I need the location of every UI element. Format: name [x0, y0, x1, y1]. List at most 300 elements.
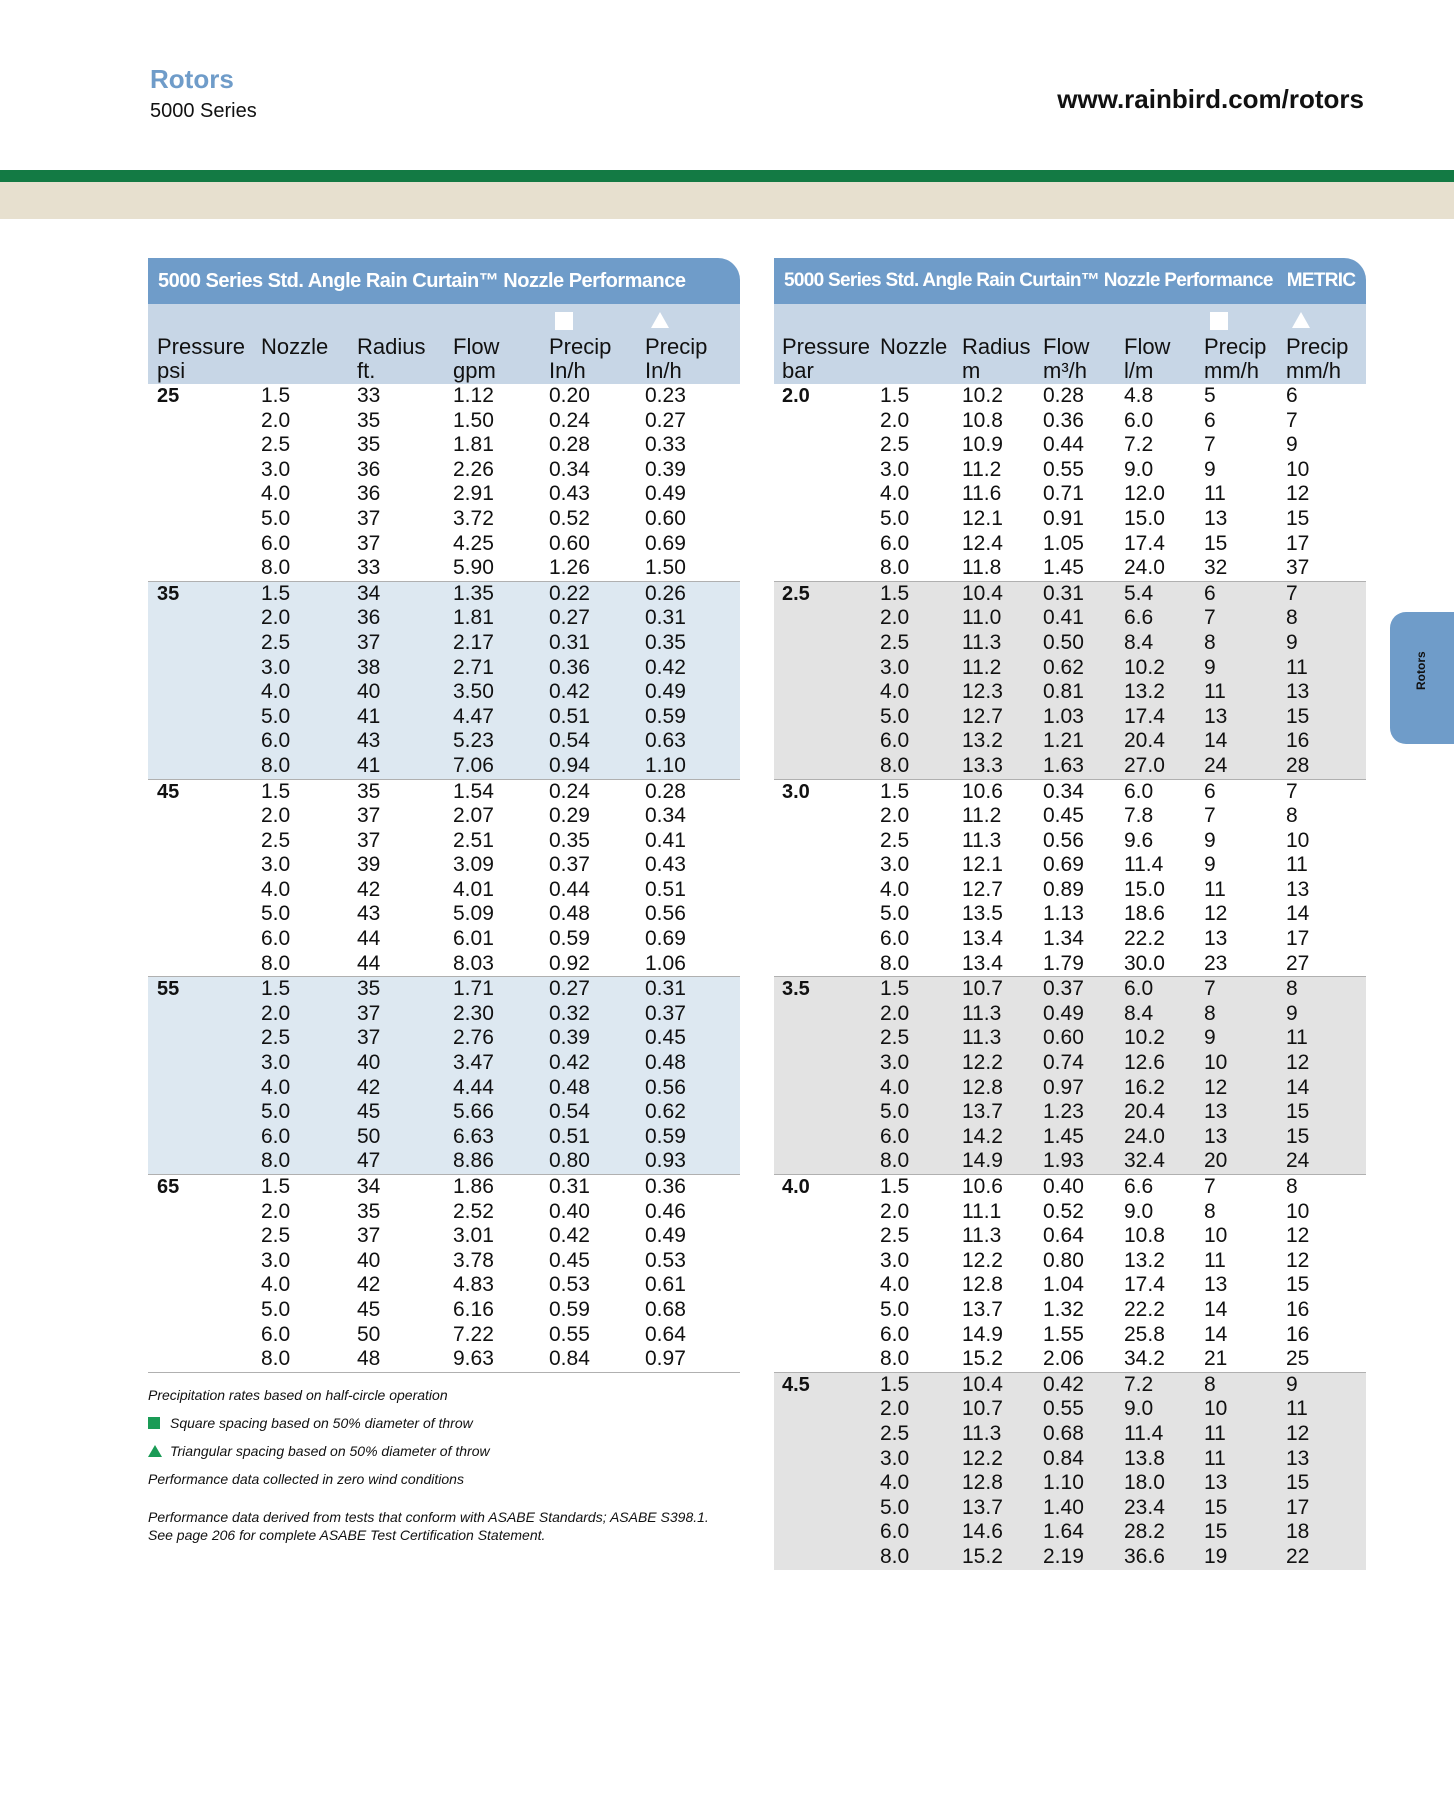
table-cell: 5.0 [880, 1100, 910, 1124]
table-cell: 0.53 [549, 1273, 590, 1297]
table-row [148, 680, 740, 705]
table-cell: 2.5 [261, 1026, 291, 1050]
table-cell: 6.01 [453, 927, 494, 951]
table-row [148, 1323, 740, 1348]
column-header-unit: psi [157, 358, 186, 383]
table-cell: 22 [1286, 1544, 1310, 1568]
table-cell: 40 [357, 1051, 381, 1075]
table-cell: 7.2 [1124, 433, 1154, 457]
us-table-body [148, 384, 740, 1373]
page-subtitle: 5000 Series [150, 100, 257, 122]
table-row [148, 556, 740, 581]
table-row [148, 582, 740, 607]
table-cell: 0.29 [549, 804, 590, 828]
table-cell: 4.83 [453, 1273, 494, 1297]
table-row [148, 829, 740, 854]
table-cell: 0.84 [1043, 1446, 1084, 1470]
table-row [148, 656, 740, 681]
table-cell: 0.36 [645, 1175, 686, 1198]
table-cell: 37 [357, 828, 381, 852]
table-cell: 11.3 [962, 1224, 1002, 1248]
triangle-icon [1292, 312, 1310, 328]
table-cell: 0.43 [549, 482, 590, 506]
table-cell: 2.5 [261, 433, 291, 457]
table-cell: 3.47 [453, 1051, 494, 1075]
table-cell: 2.76 [453, 1026, 494, 1050]
table-cell: 15 [1286, 1100, 1310, 1124]
table-cell: 1.86 [453, 1175, 494, 1198]
table-cell: 0.20 [549, 384, 590, 407]
table-row [774, 952, 1366, 977]
table-cell: 16 [1286, 729, 1310, 753]
table-cell: 17 [1286, 1495, 1310, 1519]
table-cell: 0.32 [549, 1001, 590, 1025]
table-row [774, 1397, 1366, 1422]
table-cell: 9.0 [1124, 457, 1154, 481]
table-cell: 6.0 [1124, 408, 1154, 432]
table-cell: 8.0 [261, 1149, 291, 1173]
table-cell: 42 [357, 1075, 381, 1099]
table-row [774, 458, 1366, 483]
table-row [774, 780, 1366, 805]
table-cell: 6.0 [1124, 779, 1154, 803]
table-cell: 35 [357, 408, 381, 432]
table-cell: 12.8 [962, 1471, 1003, 1495]
table-cell: 13.5 [962, 902, 1003, 926]
table-cell: 14.6 [962, 1520, 1003, 1544]
table-cell: 0.49 [1043, 1001, 1084, 1025]
table-cell: 12.6 [1124, 1051, 1165, 1075]
table-cell: 0.35 [549, 828, 590, 852]
table-cell: 2.17 [453, 630, 494, 654]
table-cell: 0.91 [1043, 506, 1084, 530]
table-cell: 24 [1286, 1149, 1310, 1173]
table-cell: 6.0 [261, 1124, 291, 1148]
table-cell: 0.49 [645, 1224, 686, 1248]
table-row [774, 1200, 1366, 1225]
table-row [774, 1100, 1366, 1125]
table-cell: 13.8 [1124, 1446, 1165, 1470]
table-cell: 10.7 [962, 977, 1003, 1001]
table-cell: 8 [1286, 1175, 1298, 1198]
table-cell: 6.0 [880, 1124, 910, 1148]
table-row [148, 1002, 740, 1027]
table-cell: 2.0 [880, 408, 910, 432]
table-row [774, 532, 1366, 557]
table-row [774, 1422, 1366, 1447]
table-cell: 1.5 [880, 779, 910, 803]
table-cell: 0.34 [549, 457, 590, 481]
table-row [774, 1520, 1366, 1545]
table-row [774, 1125, 1366, 1150]
table-cell: 19 [1204, 1544, 1228, 1568]
table-cell: 5.4 [1124, 581, 1154, 605]
table-cell: 50 [357, 1124, 381, 1148]
table-cell: 37 [357, 531, 381, 555]
table-cell: 39 [357, 853, 381, 877]
pressure-group [774, 1174, 1366, 1372]
table-cell: 17.4 [1124, 531, 1165, 555]
triangle-icon [148, 1445, 162, 1457]
table-cell: 8.0 [880, 556, 910, 580]
table-cell: 1.34 [1043, 927, 1084, 951]
table-cell: 15 [1286, 704, 1310, 728]
table-cell: 8.0 [261, 556, 291, 580]
table-cell: 1.5 [880, 384, 910, 407]
table-cell: 8 [1204, 1001, 1216, 1025]
pressure-value: 25 [157, 385, 180, 407]
column-header-unit: ft. [357, 358, 376, 383]
table-cell: 43 [357, 902, 381, 926]
table-cell: 15 [1204, 1495, 1228, 1519]
square-icon [148, 1417, 160, 1429]
table-cell: 0.68 [645, 1297, 686, 1321]
table-cell: 0.23 [645, 384, 686, 407]
table-cell: 8.0 [880, 753, 910, 777]
table-row [774, 631, 1366, 656]
table-cell: 7 [1204, 1175, 1216, 1198]
table-row [774, 409, 1366, 434]
table-cell: 11 [1204, 1446, 1226, 1470]
table-cell: 11 [1204, 1421, 1226, 1445]
table-cell: 5.0 [880, 506, 910, 530]
table-cell: 1.81 [453, 606, 494, 630]
table-cell: 10.7 [962, 1397, 1003, 1421]
table-cell: 5.90 [453, 556, 494, 580]
column-header-label: Precip [645, 334, 708, 359]
pressure-value: 4.0 [782, 1176, 810, 1198]
table-cell: 25.8 [1124, 1322, 1165, 1346]
table-cell: 2.5 [880, 630, 910, 654]
table-cell: 9 [1286, 1001, 1298, 1025]
table-cell: 11.2 [962, 804, 1002, 828]
note-zero-wind: Performance data collected in zero wind conditions [148, 1471, 464, 1487]
table-cell: 10 [1204, 1051, 1228, 1075]
table-cell: 0.52 [1043, 1199, 1084, 1223]
table-cell: 12 [1286, 1051, 1310, 1075]
table-cell: 9 [1286, 433, 1298, 457]
table-row [148, 927, 740, 952]
table-cell: 41 [357, 704, 381, 728]
square-icon [1210, 312, 1228, 330]
table-cell: 4.0 [261, 482, 291, 506]
header-beige-bar [0, 182, 1454, 219]
section-tab-rotors[interactable] [1390, 612, 1454, 744]
table-cell: 6.0 [261, 729, 291, 753]
table-cell: 1.5 [261, 384, 291, 407]
header-green-bar [0, 170, 1454, 182]
note-asabe: Performance data derived from tests that conform with ASABE Standards; ASABE S398.1. [148, 1509, 709, 1525]
table-row [774, 1347, 1366, 1372]
table-cell: 12.8 [962, 1273, 1003, 1297]
column-header-label: Precip [1286, 334, 1349, 359]
table-cell: 0.28 [1043, 384, 1084, 407]
table-row [774, 1224, 1366, 1249]
section-tab-label: Rotors [1414, 651, 1428, 690]
column-header-label: Pressure [782, 334, 871, 359]
table-cell: 0.31 [645, 606, 686, 630]
table-cell: 0.62 [645, 1100, 686, 1124]
table-cell: 0.49 [645, 680, 686, 704]
table-cell: 0.63 [645, 729, 686, 753]
table-cell: 4.0 [880, 1075, 910, 1099]
table-row [148, 729, 740, 754]
table-cell: 8.0 [261, 753, 291, 777]
table-cell: 1.63 [1043, 753, 1084, 777]
table-cell: 8 [1204, 1372, 1216, 1396]
table-cell: 0.48 [549, 902, 590, 926]
table-row [148, 705, 740, 730]
table-cell: 0.97 [1043, 1075, 1084, 1099]
column-header-label: Nozzle [261, 334, 329, 359]
table-cell: 28.2 [1124, 1520, 1165, 1544]
table-cell: 35 [357, 433, 381, 457]
table-cell: 0.68 [1043, 1421, 1084, 1445]
table-cell: 18.0 [1124, 1471, 1165, 1495]
table-cell: 0.45 [645, 1026, 686, 1050]
table-cell: 2.5 [261, 630, 291, 654]
table-cell: 4.0 [880, 482, 910, 506]
table-cell: 15 [1204, 1520, 1228, 1544]
table-cell: 0.92 [549, 951, 590, 975]
table-cell: 6.0 [261, 927, 291, 951]
table-cell: 34.2 [1124, 1347, 1165, 1371]
table-cell: 11.3 [962, 630, 1002, 654]
table-cell: 14.9 [962, 1322, 1003, 1346]
table-row [774, 754, 1366, 779]
table-cell: 0.27 [549, 977, 590, 1001]
table-row [774, 680, 1366, 705]
metric-table-body [774, 384, 1366, 1570]
table-cell: 4.8 [1124, 384, 1154, 407]
pressure-value: 35 [157, 582, 180, 605]
table-cell: 1.64 [1043, 1520, 1084, 1544]
table-cell: 5.0 [261, 1100, 291, 1124]
table-cell: 4.0 [261, 1273, 291, 1297]
table-cell: 9 [1286, 630, 1298, 654]
table-cell: 17 [1286, 531, 1310, 555]
table-cell: 0.56 [645, 902, 686, 926]
table-cell: 0.34 [1043, 779, 1084, 803]
table-cell: 0.22 [549, 581, 590, 605]
table-cell: 0.44 [1043, 433, 1084, 457]
table-row [148, 1175, 740, 1200]
column-header-label: Radius [962, 334, 1031, 359]
table-cell: 10 [1286, 828, 1310, 852]
table-cell: 1.50 [453, 408, 494, 432]
table-cell: 0.61 [645, 1273, 686, 1297]
table-cell: 0.51 [645, 877, 686, 901]
table-cell: 13 [1204, 927, 1228, 951]
table-cell: 1.03 [1043, 704, 1084, 728]
table-cell: 0.37 [1043, 977, 1084, 1001]
table-cell: 10 [1204, 1224, 1228, 1248]
table-cell: 6.0 [880, 1322, 910, 1346]
us-table-title [148, 258, 740, 304]
column-header-label: Flow [453, 334, 500, 359]
table-cell: 17 [1286, 927, 1310, 951]
table-cell: 0.39 [549, 1026, 590, 1050]
table-cell: 6.0 [880, 531, 910, 555]
table-cell: 2.91 [453, 482, 494, 506]
table-cell: 0.71 [1043, 482, 1084, 506]
table-cell: 8.86 [453, 1149, 494, 1173]
table-cell: 5.0 [880, 1297, 910, 1321]
table-cell: 28 [1286, 753, 1310, 777]
column-header-unit: l/m [1124, 358, 1154, 383]
us-table-header [148, 304, 740, 384]
table-cell: 0.42 [1043, 1372, 1084, 1396]
table-cell: 13.2 [1124, 1248, 1165, 1272]
table-cell: 4.0 [880, 1273, 910, 1297]
table-cell: 1.06 [645, 951, 686, 975]
metric-table-title [774, 258, 1366, 304]
column-header-unit: m³/h [1043, 358, 1087, 383]
table-cell: 22.2 [1124, 1297, 1165, 1321]
table-cell: 30.0 [1124, 951, 1165, 975]
table-cell: 3.09 [453, 853, 494, 877]
table-cell: 44 [357, 951, 381, 975]
table-cell: 50 [357, 1322, 381, 1346]
column-header-label: Pressure [157, 334, 246, 359]
table-row [774, 482, 1366, 507]
table-cell: 12 [1204, 1075, 1228, 1099]
table-row [774, 1373, 1366, 1398]
column-header-unit: m [962, 358, 981, 383]
table-cell: 24.0 [1124, 556, 1165, 580]
table-row [148, 606, 740, 631]
table-cell: 35 [357, 977, 381, 1001]
table-cell: 12.3 [962, 680, 1003, 704]
table-cell: 0.55 [549, 1322, 590, 1346]
table-cell: 12 [1286, 1421, 1310, 1445]
table-cell: 6.0 [880, 927, 910, 951]
table-row [774, 1496, 1366, 1521]
table-cell: 2.5 [880, 1224, 910, 1248]
table-cell: 44 [357, 927, 381, 951]
table-cell: 1.5 [261, 779, 291, 803]
table-row [774, 705, 1366, 730]
table-cell: 2.30 [453, 1001, 494, 1025]
table-cell: 8.0 [880, 1544, 910, 1568]
table-cell: 0.84 [549, 1347, 590, 1371]
table-cell: 33 [357, 556, 381, 580]
table-row [148, 458, 740, 483]
pressure-group [774, 581, 1366, 779]
table-cell: 7.2 [1124, 1372, 1154, 1396]
table-cell: 47 [357, 1149, 381, 1173]
table-cell: 36 [357, 606, 381, 630]
table-cell: 0.80 [549, 1149, 590, 1173]
table-cell: 12.4 [962, 531, 1003, 555]
table-cell: 15 [1286, 1273, 1310, 1297]
table-row [774, 1273, 1366, 1298]
table-cell: 0.69 [1043, 853, 1084, 877]
table-row [148, 532, 740, 557]
table-cell: 11.2 [962, 655, 1002, 679]
table-cell: 1.13 [1043, 902, 1084, 926]
table-cell: 2.0 [880, 1397, 910, 1421]
table-cell: 9.63 [453, 1347, 494, 1371]
table-cell: 5.0 [880, 704, 910, 728]
table-cell: 1.81 [453, 433, 494, 457]
table-cell: 9 [1204, 828, 1216, 852]
table-cell: 45 [357, 1297, 381, 1321]
table-cell: 12.0 [1124, 482, 1165, 506]
table-cell: 13.4 [962, 927, 1003, 951]
table-cell: 8.0 [880, 1149, 910, 1173]
square-icon [555, 312, 573, 330]
column-header-unit: In/h [645, 358, 682, 383]
table-cell: 0.31 [645, 977, 686, 1001]
table-row [148, 1298, 740, 1323]
us-performance-table [148, 258, 740, 1373]
table-row [148, 952, 740, 977]
table-cell: 7 [1204, 606, 1216, 630]
table-cell: 0.59 [645, 704, 686, 728]
table-cell: 6.16 [453, 1297, 494, 1321]
table-cell: 7.22 [453, 1322, 494, 1346]
table-cell: 6.6 [1124, 606, 1154, 630]
table-cell: 12.7 [962, 704, 1003, 728]
table-cell: 32 [1204, 556, 1228, 580]
table-cell: 11 [1286, 1397, 1308, 1421]
table-cell: 0.42 [645, 655, 686, 679]
legend-square-text: Square spacing based on 50% diameter of throw [170, 1415, 473, 1431]
table-row [774, 1471, 1366, 1496]
table-cell: 5.09 [453, 902, 494, 926]
table-cell: 4.0 [880, 1471, 910, 1495]
table-cell: 8 [1286, 804, 1298, 828]
table-cell: 11 [1286, 655, 1308, 679]
table-cell: 4.01 [453, 877, 494, 901]
table-cell: 13.4 [962, 951, 1003, 975]
table-cell: 2.5 [261, 1224, 291, 1248]
table-cell: 11.4 [1124, 1421, 1164, 1445]
table-cell: 8.0 [261, 1347, 291, 1371]
pressure-group [148, 976, 740, 1174]
table-cell: 8.0 [261, 951, 291, 975]
metric-table-header [774, 304, 1366, 384]
table-cell: 24.0 [1124, 1124, 1165, 1148]
table-cell: 1.5 [261, 581, 291, 605]
table-cell: 8.0 [880, 1347, 910, 1371]
table-cell: 10 [1286, 457, 1310, 481]
legend-triangle [148, 1442, 748, 1460]
table-row [774, 1076, 1366, 1101]
table-cell: 0.42 [549, 1224, 590, 1248]
table-cell: 11 [1286, 853, 1308, 877]
table-cell: 10.4 [962, 1372, 1003, 1396]
table-cell: 1.26 [549, 556, 590, 580]
table-row [774, 927, 1366, 952]
note-certification: See page 206 for complete ASABE Test Certification Statement. [148, 1527, 546, 1543]
table-cell: 0.56 [1043, 828, 1084, 852]
table-cell: 5.0 [880, 1495, 910, 1519]
table-cell: 13.7 [962, 1100, 1003, 1124]
table-cell: 9 [1204, 655, 1216, 679]
table-row [774, 433, 1366, 458]
table-row [148, 1249, 740, 1274]
table-cell: 2.0 [880, 606, 910, 630]
table-cell: 0.27 [645, 408, 686, 432]
table-cell: 11 [1286, 1026, 1308, 1050]
table-cell: 17.4 [1124, 704, 1165, 728]
pressure-value: 2.5 [782, 582, 810, 605]
table-cell: 0.42 [549, 680, 590, 704]
table-cell: 16 [1286, 1297, 1310, 1321]
table-row [148, 1200, 740, 1225]
